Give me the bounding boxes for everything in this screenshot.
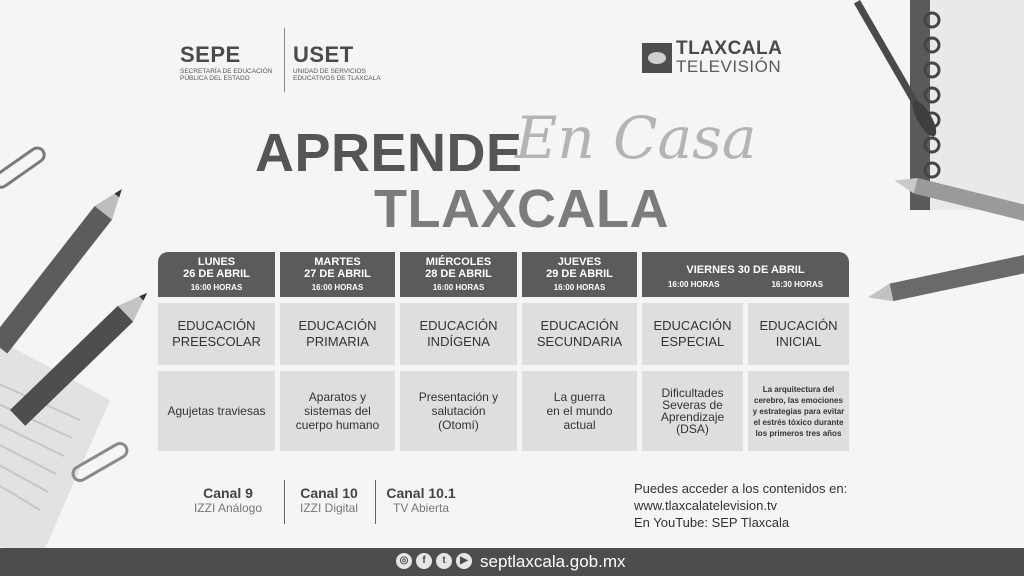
twitter-icon[interactable]: t [436, 553, 452, 569]
day-date: 27 DE ABRIL [304, 268, 371, 280]
topic-line: y estrategias para evitar [752, 406, 845, 416]
day-date: 28 DE ABRIL [425, 268, 492, 280]
day-header-monday [158, 252, 275, 297]
level-line2: INDÍGENA [427, 334, 490, 349]
day-time: 16:00 HORAS [432, 283, 485, 292]
level-line1: EDUCACIÓN [653, 318, 732, 333]
topic-line: Aprendizaje [660, 410, 725, 424]
day-time-a: 16:00 HORAS [667, 280, 720, 289]
level-line1: EDUCACIÓN [177, 318, 256, 333]
topic-line: (Otomí) [438, 418, 479, 432]
uset-subtitle-1: UNIDAD DE SERVICIOS [293, 68, 366, 75]
access-website-link[interactable]: www.tlaxcalatelevision.tv [634, 498, 778, 513]
topic-line: los primeros tres años [755, 428, 842, 438]
topic-line: salutación [431, 404, 486, 418]
topic-cell [400, 371, 517, 451]
topic-cell [748, 371, 849, 451]
channel-10 [288, 485, 370, 515]
level-line1: EDUCACIÓN [298, 318, 377, 333]
topic-line: cerebro, las emociones [754, 395, 843, 405]
topic-line: La arquitectura del [762, 384, 835, 394]
sepe-subtitle-1: SECRETARÍA DE EDUCACIÓN [180, 68, 273, 75]
level-line2: PRIMARIA [306, 334, 369, 349]
uset-subtitle-2: EDUCATIVOS DE TLAXCALA [293, 75, 381, 82]
topic-cell [158, 371, 275, 451]
topic-cell [522, 371, 637, 451]
channel-sub: IZZI Digital [299, 501, 358, 515]
topic-line: cuerpo humano [295, 418, 380, 432]
day-name: MIÉRCOLES [425, 256, 492, 268]
day-header-friday [642, 252, 849, 297]
topic-line: (DSA) [676, 422, 709, 436]
level-line2: PREESCOLAR [172, 334, 261, 349]
channel-name: Canal 10.1 [386, 485, 456, 501]
level-cell [400, 303, 517, 365]
footer-website-link[interactable]: septlaxcala.gob.mx [480, 552, 626, 571]
level-line1: EDUCACIÓN [419, 318, 498, 333]
channel-divider [284, 480, 285, 524]
topic-line: sistemas del [304, 404, 371, 418]
topic-line: Dificultades [661, 386, 724, 400]
channel-sub: IZZI Análogo [193, 501, 263, 515]
topic-line: en el mundo [546, 404, 613, 418]
youtube-icon[interactable]: ▶ [456, 553, 472, 569]
access-intro: Puedes acceder a los contenidos en: [634, 481, 848, 496]
uset-title: USET [293, 42, 354, 67]
channel-divider [375, 480, 376, 524]
uset-logo [293, 42, 393, 82]
day-header-wednesday [400, 252, 517, 297]
topic-line: Presentación y [418, 390, 499, 404]
title-en-casa: En Casa [515, 104, 757, 172]
level-cell [748, 303, 849, 365]
day-name: VIERNES 30 DE ABRIL [686, 264, 805, 276]
day-date: 26 DE ABRIL [183, 268, 250, 280]
tv-eye-icon [642, 43, 672, 73]
day-times [642, 280, 849, 289]
channel-9 [178, 485, 278, 515]
level-line2: SECUNDARIA [536, 334, 623, 349]
topic-line: Agujetas traviesas [167, 404, 266, 418]
day-header-tuesday [280, 252, 395, 297]
channel-10-1 [380, 485, 462, 515]
access-info [634, 480, 847, 531]
tlaxcala-television-logo [642, 40, 782, 76]
topic-cell [280, 371, 395, 451]
sepe-logo [180, 42, 280, 82]
level-line2: INICIAL [775, 334, 822, 349]
level-line1: EDUCACIÓN [759, 318, 838, 333]
topic-cell [642, 371, 743, 451]
day-time: 16:00 HORAS [553, 283, 606, 292]
day-date: 29 DE ABRIL [546, 268, 613, 280]
level-cell [280, 303, 395, 365]
topic-line: Aparatos y [308, 390, 367, 404]
day-name: LUNES [197, 256, 236, 268]
instagram-icon[interactable]: ◎ [396, 553, 412, 569]
level-line1: EDUCACIÓN [540, 318, 619, 333]
sepe-subtitle-2: PÚBLICA DEL ESTADO [180, 75, 250, 82]
topic-line: el estrés tóxico durante [753, 417, 844, 427]
channel-name: Canal 10 [300, 485, 358, 501]
logo-divider [284, 28, 285, 92]
channel-sub: TV Abierta [392, 501, 450, 515]
sepe-title: SEPE [180, 42, 241, 67]
channel-name: Canal 9 [203, 485, 253, 501]
level-cell [522, 303, 637, 365]
title-tlaxcala: TLAXCALA [374, 179, 669, 239]
level-line2: ESPECIAL [660, 334, 725, 349]
facebook-icon[interactable]: f [416, 553, 432, 569]
day-name: JUEVES [557, 256, 602, 268]
tv-logo-line1: TLAXCALA [676, 38, 783, 59]
level-cell [158, 303, 275, 365]
topic-line: Severas de [662, 398, 723, 412]
day-time: 16:00 HORAS [311, 283, 364, 292]
topic-line: actual [563, 418, 596, 432]
day-time-b: 16:30 HORAS [771, 280, 824, 289]
level-cell [642, 303, 743, 365]
title-aprende: APRENDE [255, 123, 523, 183]
access-youtube: En YouTube: SEP Tlaxcala [634, 515, 790, 530]
day-name: MARTES [314, 256, 361, 268]
day-header-thursday [522, 252, 637, 297]
topic-line: La guerra [553, 390, 606, 404]
tv-logo-line2: TELEVISIÓN [676, 57, 782, 76]
day-time: 16:00 HORAS [190, 283, 243, 292]
